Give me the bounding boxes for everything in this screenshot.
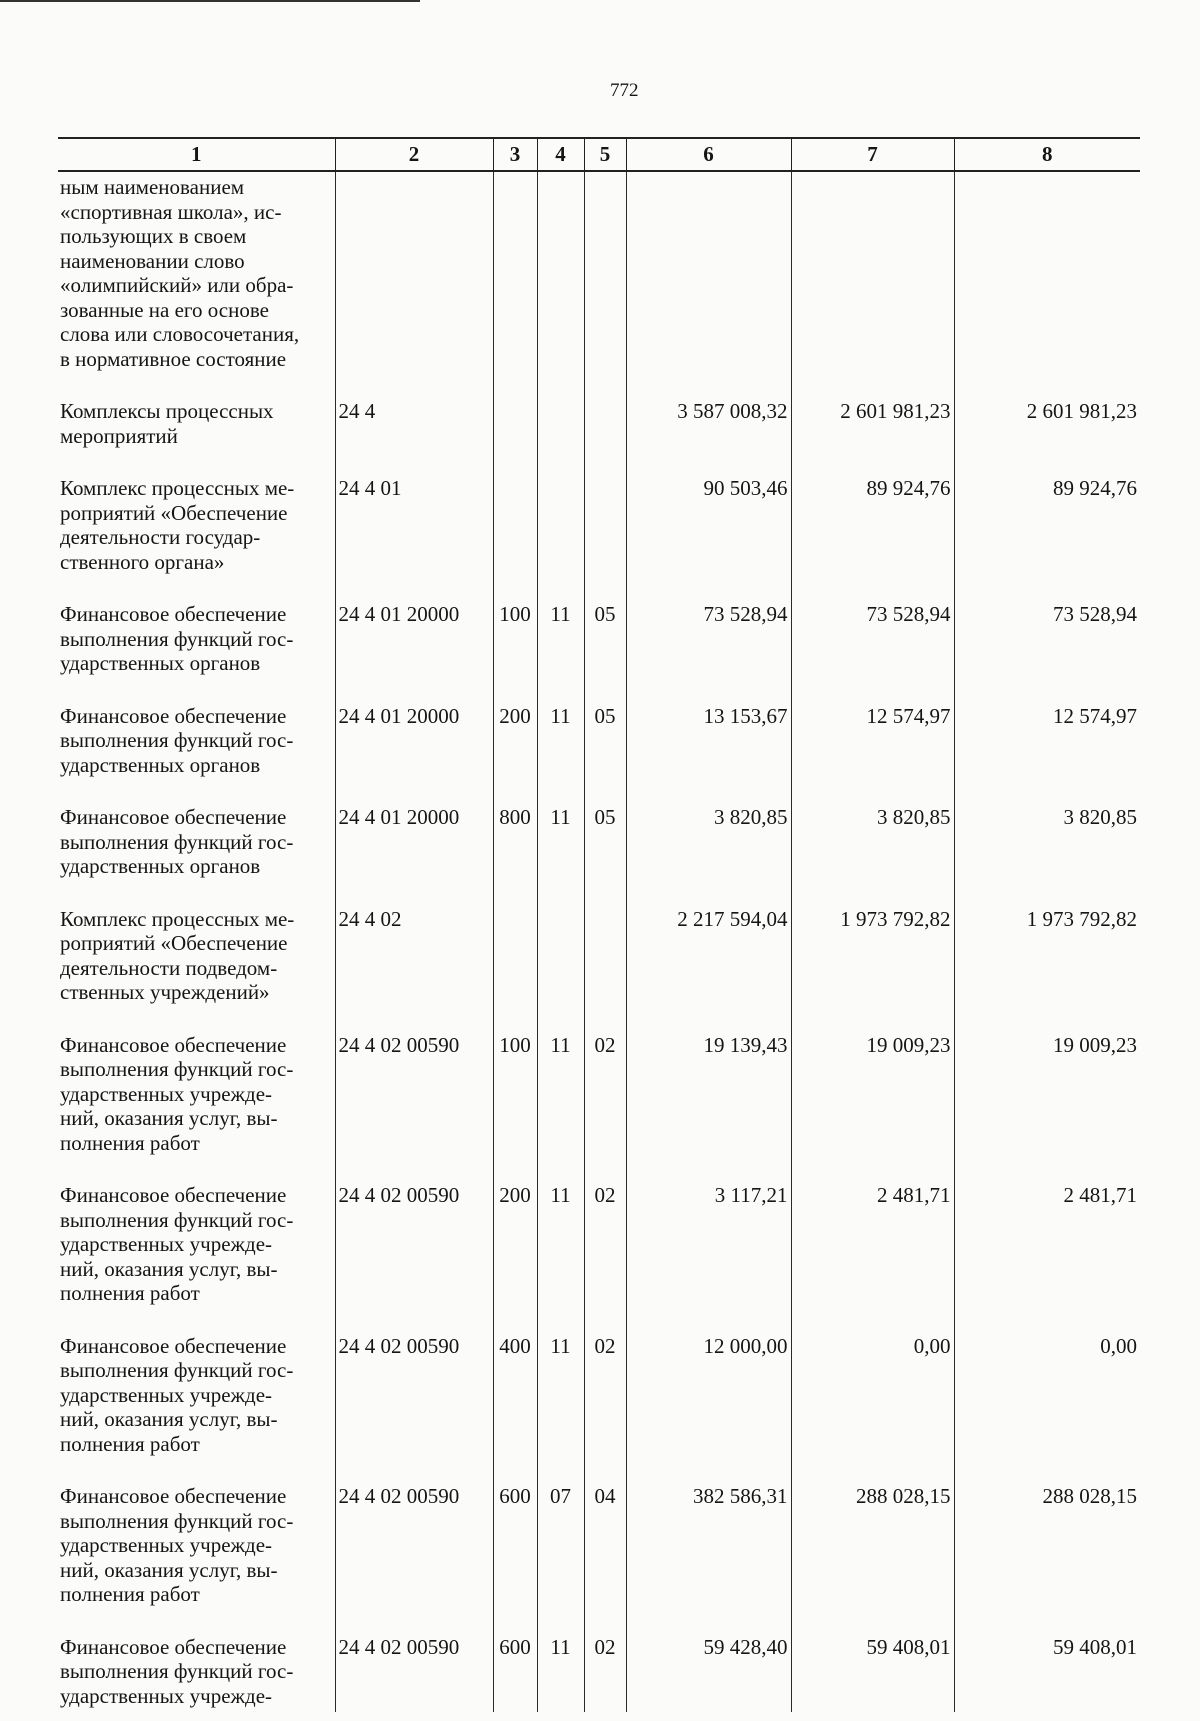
subsection-cell: 05 (584, 600, 626, 702)
subsection-cell (584, 171, 626, 397)
row-name-cell: Комплексы процессных мероприятий (60, 399, 274, 448)
amount-col7-cell: 59 408,01 (791, 1633, 954, 1713)
row-name-cell: Финансовое обеспечение выполнения функций гос- ударственных органов (60, 805, 294, 878)
table-row (58, 702, 1140, 804)
amount-col6-cell: 3 117,21 (626, 1181, 791, 1332)
budget-code-cell (335, 171, 493, 397)
subsection-cell: 02 (584, 1633, 626, 1713)
amount-col7-cell: 2 481,71 (791, 1181, 954, 1332)
table-row (58, 171, 1140, 397)
section-cell: 11 (537, 1332, 584, 1483)
section-cell (537, 474, 584, 600)
budget-code-cell: 24 4 02 00590 (335, 1482, 493, 1633)
subsection-cell: 02 (584, 1332, 626, 1483)
amount-col6-cell: 19 139,43 (626, 1031, 791, 1182)
amount-col7-cell: 1 973 792,82 (791, 905, 954, 1031)
table-row (58, 1633, 1140, 1713)
section-cell: 11 (537, 600, 584, 702)
section-cell (537, 171, 584, 397)
amount-col7-cell: 73 528,94 (791, 600, 954, 702)
row-name-cell: Финансовое обеспечение выполнения функций гос- ударственных учрежде- ний, оказания услуг, вы- полнения работ (60, 1333, 294, 1456)
budget-code-cell: 24 4 (335, 397, 493, 474)
column-header: 4 (537, 138, 584, 171)
amount-col6-cell: 13 153,67 (626, 702, 791, 804)
subsection-cell (584, 905, 626, 1031)
budget-code-cell: 24 4 01 20000 (335, 702, 493, 804)
column-header: 7 (791, 138, 954, 171)
budget-code-cell: 24 4 02 00590 (335, 1633, 493, 1713)
top-edge-rule (0, 0, 420, 2)
section-cell (537, 397, 584, 474)
row-name-cell: Комплекс процессных ме- роприятий «Обеспечение деятельности подведом- ственных учреждений» (60, 906, 295, 1004)
table-row (58, 600, 1140, 702)
table-row (58, 397, 1140, 474)
amount-col7-cell: 12 574,97 (791, 702, 954, 804)
column-header: 5 (584, 138, 626, 171)
amount-col6-cell: 73 528,94 (626, 600, 791, 702)
expense-type-cell: 200 (493, 1181, 537, 1332)
column-header: 2 (335, 138, 493, 171)
table-row (58, 1482, 1140, 1633)
section-cell (537, 905, 584, 1031)
amount-col7-cell (791, 171, 954, 397)
expense-type-cell (493, 474, 537, 600)
amount-col8-cell: 89 924,76 (954, 474, 1140, 600)
row-name-cell: ным наименованием «спортивная школа», ис- пользующих в своем наименовании слово «олимпийский» или обра- зованные на его основе слова или словосочетания, в нормативное состояние (60, 175, 300, 371)
expense-type-cell (493, 905, 537, 1031)
amount-col6-cell: 90 503,46 (626, 474, 791, 600)
amount-col6-cell: 2 217 594,04 (626, 905, 791, 1031)
expense-type-cell: 200 (493, 702, 537, 804)
subsection-cell: 05 (584, 803, 626, 905)
row-name-cell: Финансовое обеспечение выполнения функций гос- ударственных учрежде- (60, 1634, 294, 1708)
amount-col6-cell (626, 171, 791, 397)
amount-col7-cell: 288 028,15 (791, 1482, 954, 1633)
table-row (58, 905, 1140, 1031)
amount-col8-cell: 59 408,01 (954, 1633, 1140, 1713)
budget-code-cell: 24 4 02 00590 (335, 1031, 493, 1182)
column-header: 1 (58, 138, 335, 171)
amount-col7-cell: 0,00 (791, 1332, 954, 1483)
table-header (58, 138, 1140, 171)
amount-col8-cell: 0,00 (954, 1332, 1140, 1483)
amount-col8-cell: 2 481,71 (954, 1181, 1140, 1332)
budget-code-cell: 24 4 02 00590 (335, 1181, 493, 1332)
budget-code-cell: 24 4 01 (335, 474, 493, 600)
amount-col8-cell: 288 028,15 (954, 1482, 1140, 1633)
table-row (58, 803, 1140, 905)
amount-col6-cell: 59 428,40 (626, 1633, 791, 1713)
amount-col6-cell: 382 586,31 (626, 1482, 791, 1633)
subsection-cell: 04 (584, 1482, 626, 1633)
row-name-cell: Финансовое обеспечение выполнения функций гос- ударственных учрежде- ний, оказания услуг, вы- полнения работ (60, 1183, 294, 1305)
subsection-cell: 02 (584, 1031, 626, 1182)
amount-col8-cell (954, 171, 1140, 397)
subsection-cell: 02 (584, 1181, 626, 1332)
row-name-cell: Финансовое обеспечение выполнения функций гос- ударственных органов (60, 703, 294, 777)
subsection-cell (584, 397, 626, 474)
section-cell: 11 (537, 702, 584, 804)
page-number: 772 (610, 80, 639, 101)
expense-type-cell: 100 (493, 600, 537, 702)
table-row (58, 1181, 1140, 1332)
budget-code-cell: 24 4 01 20000 (335, 803, 493, 905)
budget-code-cell: 24 4 02 00590 (335, 1332, 493, 1483)
expense-type-cell: 600 (493, 1482, 537, 1633)
amount-col8-cell: 73 528,94 (954, 600, 1140, 702)
amount-col7-cell: 19 009,23 (791, 1031, 954, 1182)
column-header: 8 (954, 138, 1140, 171)
row-name-cell: Финансовое обеспечение выполнения функций гос- ударственных учрежде- ний, оказания услуг, вы- полнения работ (60, 1032, 294, 1155)
amount-col8-cell: 2 601 981,23 (954, 397, 1140, 474)
amount-col8-cell: 3 820,85 (954, 803, 1140, 905)
budget-code-cell: 24 4 02 (335, 905, 493, 1031)
section-cell: 11 (537, 1633, 584, 1713)
amount-col8-cell: 1 973 792,82 (954, 905, 1140, 1031)
row-name-cell: Финансовое обеспечение выполнения функций гос- ударственных учрежде- ний, оказания услуг, вы- полнения работ (60, 1484, 294, 1606)
amount-col7-cell: 89 924,76 (791, 474, 954, 600)
section-cell: 07 (537, 1482, 584, 1633)
section-cell: 11 (537, 1181, 584, 1332)
amount-col6-cell: 3 587 008,32 (626, 397, 791, 474)
column-header: 3 (493, 138, 537, 171)
header-row (58, 138, 1140, 171)
expense-type-cell: 600 (493, 1633, 537, 1713)
expense-type-cell: 100 (493, 1031, 537, 1182)
section-cell: 11 (537, 1031, 584, 1182)
budget-table (58, 137, 1140, 1712)
row-name-cell: Комплекс процессных ме- роприятий «Обеспечение деятельности государ- ственного органа» (60, 476, 295, 574)
table-row (58, 1031, 1140, 1182)
expense-type-cell: 400 (493, 1332, 537, 1483)
subsection-cell (584, 474, 626, 600)
expense-type-cell: 800 (493, 803, 537, 905)
amount-col7-cell: 2 601 981,23 (791, 397, 954, 474)
expense-type-cell (493, 397, 537, 474)
amount-col6-cell: 12 000,00 (626, 1332, 791, 1483)
amount-col7-cell: 3 820,85 (791, 803, 954, 905)
amount-col8-cell: 12 574,97 (954, 702, 1140, 804)
table-row (58, 474, 1140, 600)
row-name-cell: Финансовое обеспечение выполнения функций гос- ударственных органов (60, 602, 294, 675)
subsection-cell: 05 (584, 702, 626, 804)
budget-code-cell: 24 4 01 20000 (335, 600, 493, 702)
expense-type-cell (493, 171, 537, 397)
table-row (58, 1332, 1140, 1483)
table-body (58, 171, 1140, 1712)
amount-col8-cell: 19 009,23 (954, 1031, 1140, 1182)
column-header: 6 (626, 138, 791, 171)
amount-col6-cell: 3 820,85 (626, 803, 791, 905)
section-cell: 11 (537, 803, 584, 905)
